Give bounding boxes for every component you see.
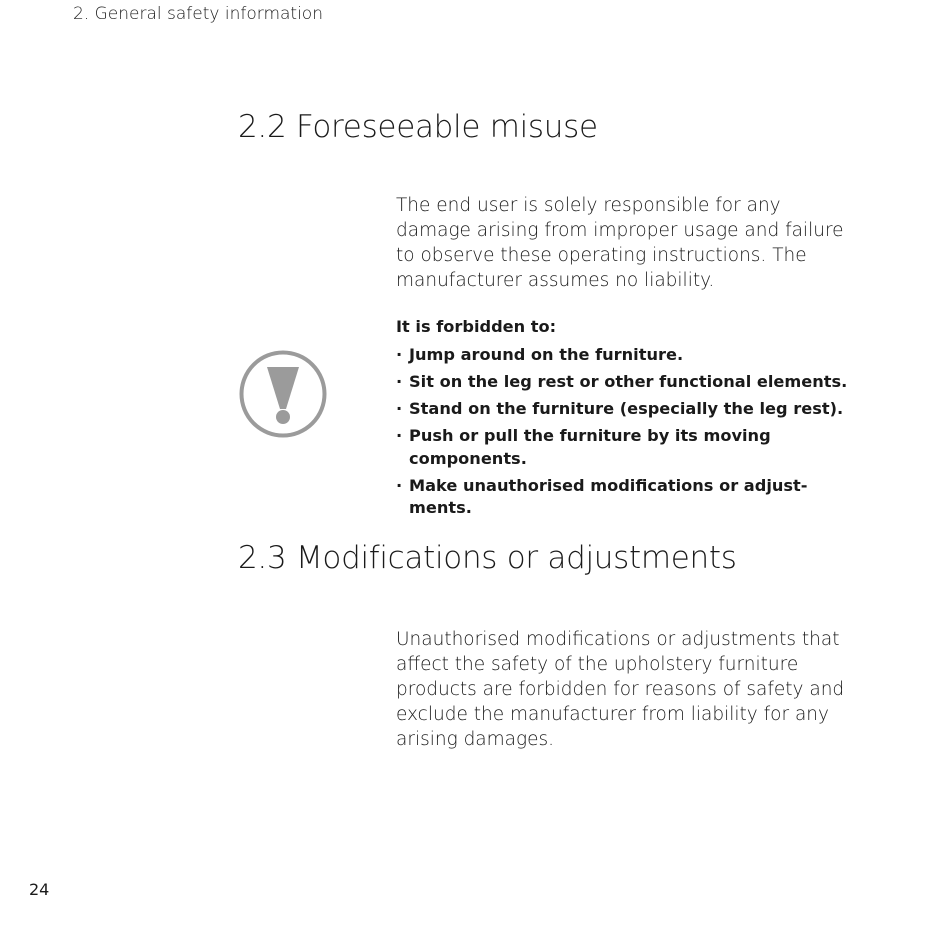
modifications-paragraph: Unauthorised modifications or adjustments that affect the safety of the upholstery furniture products are forbidden for reasons of safety and exclude the manufacturer from liability for any arising damages.	[396, 629, 845, 750]
forbidden-heading: It is forbidden to:	[396, 317, 557, 336]
list-item-text: Stand on the furniture (especially the leg rest).	[409, 399, 844, 418]
misuse-paragraph: The end user is solely responsible for any damage arising from improper usage and failure to observe these operating instructions. The manufacturer assumes no liability.	[396, 195, 844, 291]
bullet: ·	[396, 345, 403, 364]
bullet: ·	[396, 399, 403, 418]
list-item	[396, 398, 856, 421]
running-header: 2. General safety information	[73, 4, 323, 24]
list-item-text: Jump around on the furniture.	[409, 345, 684, 364]
warning-exclamation-icon	[239, 350, 327, 438]
list-item	[396, 475, 856, 520]
list-item	[396, 425, 856, 470]
page-number: 24	[29, 880, 50, 899]
list-item	[396, 344, 856, 367]
forbidden-actions-block	[396, 316, 856, 524]
section-title-modifications: 2.3 Modifications or adjustments	[238, 540, 737, 576]
bullet: ·	[396, 475, 403, 495]
forbidden-list	[396, 344, 856, 520]
list-item-text: Make unauthorised modifications or adjust-ments.	[409, 475, 808, 517]
list-item-text: Push or pull the furniture by its moving components.	[409, 426, 771, 468]
bullet: ·	[396, 426, 403, 445]
bullet: ·	[396, 372, 403, 391]
section-title-foreseeable-misuse: 2.2 Foreseeable misuse	[238, 109, 598, 145]
list-item	[396, 371, 856, 394]
list-item-text: Sit on the leg rest or other functional elements.	[409, 372, 848, 391]
